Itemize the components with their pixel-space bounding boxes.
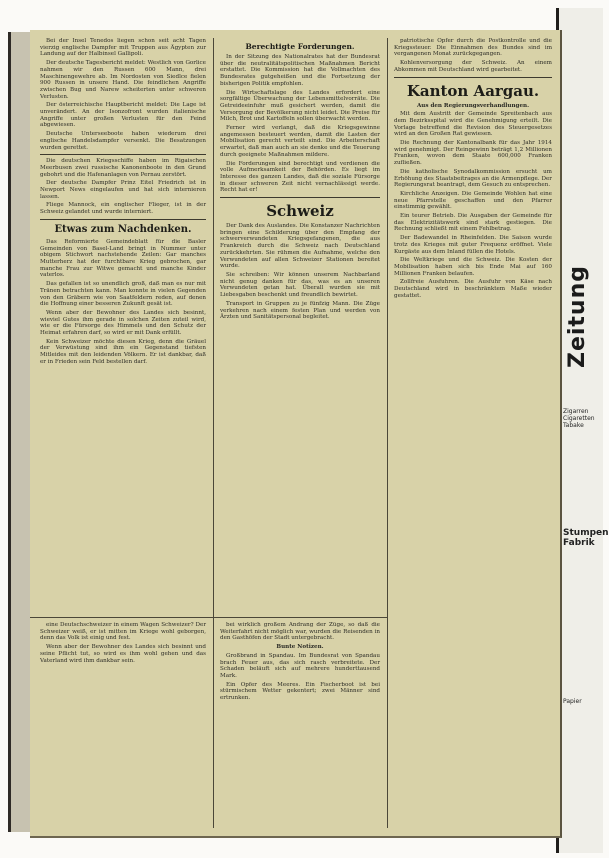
article-paragraph: Kirchliche Anzeigen. Die Gemeinde Wohlen hat eine neue Pfarrstelle geschaffen und den Pfarrer einstimmig gewählt. <box>394 190 552 211</box>
article-paragraph: Ein Opfer des Meeres. Ein Fischerboot ist bei stürmischem Wetter gekentert; zwei Männer sind ertrunken. <box>220 681 380 702</box>
news-paragraph: Der österreichische Hauptbericht meldet: Die Lage ist unverändert. An der Isonzofront wurden italienische Angriffe unter großen Verlusten für den Feind abgewiesen. <box>40 102 206 129</box>
article-paragraph: Transport in Gruppen zu je fünfzig Mann. Die Züge verkehren nach einem festen Plan und werden von Ärzten und Sanitätspersonal begleitet. <box>220 300 380 321</box>
adjacent-page <box>556 8 609 853</box>
news-paragraph: Fliege Mannock, ein englischer Flieger, ist in der Schweiz gelandet und wurde interniert. <box>40 202 206 216</box>
adjacent-page-title: Zeitung <box>565 264 590 368</box>
column-1-lower <box>40 622 206 827</box>
column-rule <box>213 38 214 828</box>
article-heading: Etwas zum Nachdenken. <box>54 223 192 235</box>
article-paragraph: In der Sitzung des Nationalrates hat der Bundesrat über die neutralitätspolitischen Maßnahmen Bericht erstattet. Die Kommission hat die Vollmachten des Bundesrates gutgeheißen und die Fortsetzung der bisherigen Politik empfohlen. <box>220 54 380 87</box>
article-paragraph: Sie schreiben: Wir können unserem Nachbarland nicht genug danken für das, was es an unseren Verwundeten getan hat. Überall wurden sie mit Liebesgaben beschenkt und freundlich bewirtet. <box>220 271 380 299</box>
article-paragraph: Zollfreie Ausfuhren. Die Ausfuhr von Käse nach Deutschland wird in beschränktem Maße wieder gestattet. <box>394 279 552 299</box>
newspaper-page <box>30 30 562 838</box>
article-paragraph: Die Rechnung der Kantonalbank für das Jahr 1914 wird genehmigt. Der Reingewinn beträgt 1,2 Millionen Franken, wovon dem Staate 600,000 Franken zufließen. <box>394 140 552 167</box>
article-paragraph: Das gefallen ist so unendlich groß, daß man es nur mit Tränen betrachten kann. Man konnte in vielen Gegenden von den Gräbern wie von Saatfeldern reden, auf denen die Hoffnung einer besseren Zukunft gesät ist. <box>40 281 206 308</box>
adjacent-page-ad: Stumpen Fabrik <box>563 528 609 548</box>
news-paragraph: Deutsche Unterseeboote haben wiederum drei englische Handelsdampfer versenkt. Die Besatzungen wurden gerettet. <box>40 131 206 151</box>
article-paragraph: Wenn aber der Bewohner des Landes sich besinnt und seine Pflicht tut, so wird es ihm wohl gehen und das Vaterland wird ihm dankbar sein. <box>40 644 206 664</box>
column-2 <box>220 38 380 614</box>
article-paragraph: Die Weltkriege und die Schweiz. Die Kosten der Mobilisation haben sich bis Ende Mai auf 160 Millionen Franken belaufen. <box>394 257 552 277</box>
article-paragraph: Mit dem Austritt der Gemeinde Spreitenbach aus dem Bezirksspital wird die Genehmigung erteilt. Die Vorlage betreffend die Revision des Steuergesetzes wird an den Großen Rat gewiesen. <box>394 111 552 138</box>
adjacent-page-ad: Zigarren Cigaretten Tabake <box>563 408 595 429</box>
article-paragraph: Ferner wird verlangt, daß die Kriegsgewinne angemessen besteuert werden, damit die Lasten der Mobilisation gerecht verteilt sind. Die Arbeiterschaft erwartet, daß man auch an sie denke und die Teuerung durch geeignete Maßnahmen mildere. <box>220 125 380 158</box>
article-paragraph: Der Dank des Auslandes. Die Konstanzer Nachrichten bringen eine Schilderung über den Empfang der schwerverwundeten Kriegsgefangenen, die aus Frankreich durch die Schweiz nach Deutschland zurückkehrten. Sie rühmen die Aufnahme, welche den Verwundeten auf allen Schweizer Stationen bereitet wurde. <box>220 223 380 270</box>
section-rule <box>30 617 387 618</box>
article-paragraph: eine Deutschschweizer in einem Wagen Schweizer? Der Schweizer weiß, er ist mitten im Kriege wohl geborgen, denn das Volk ist einig und fest. <box>40 622 206 642</box>
article-paragraph: Das Reformierte Gemeindeblatt für die Basler Gemeinden von Basel-Land bringt in Nummer unter obigem Stichwort nachstehende Zeilen: Gar manches Mutterherz hat der furchtbare Krieg gebrochen, gar manche Frau zur Witwe gemacht und manche Kinder vaterlos. <box>40 238 206 279</box>
column-1 <box>40 38 206 614</box>
sub-heading: Aus den Regierungsverhandlungen. <box>416 102 530 109</box>
book-spine <box>8 32 31 832</box>
sub-heading: Bunte Notizen. <box>276 644 324 651</box>
column-2-lower <box>220 622 380 827</box>
article-paragraph: Ein teurer Betrieb. Die Ausgaben der Gemeinde für das Elektrizitätswerk sind stark gestiegen. Die Rechnung schließt mit einem Fehlbetrag. <box>394 213 552 233</box>
news-paragraph: Kohlenversorgung der Schweiz. An einem Abkommen mit Deutschland wird gearbeitet. <box>394 60 552 73</box>
news-paragraph: Der deutsche Dampfer Prinz Eitel Friedrich ist in Newport News eingelaufen und hat sich internieren lassen. <box>40 180 206 200</box>
article-paragraph: Der Badewandel in Rheinfelden. Die Saison wurde trotz des Krieges mit guter Frequenz eröffnet. Viele Kurgäste aus dem Inland füllen die Hotels. <box>394 235 552 255</box>
section-heading: Schweiz <box>266 202 334 221</box>
news-paragraph: Bei der Insel Tenedos liegen schon seit acht Tagen vierzig englische Dampfer mit Truppen aus Ägypten zur Landung auf der Halbinsel Gallipoli. <box>40 38 206 58</box>
article-heading: Berechtigte Forderungen. <box>245 42 355 51</box>
column-rule <box>387 38 388 828</box>
article-paragraph: Die Wirtschaftslage des Landes erfordert eine sorgfältige Überwachung der Lebensmittelvorräte. Die Getreideeinfuhr muß gesichert werden, damit die Versorgung der Bevölkerung nicht leidet. Die Preise für Milch, Brot und Kartoffeln sollen überwacht werden. <box>220 89 380 123</box>
news-paragraph: Der deutsche Tagesbericht meldet: Westlich von Gorlice nahmen wir den Russen 600 Mann, drei Maschinengewehre ab. Im Nordosten von Siedlce fielen 900 Russen in unsere Hand. Die feindlichen Angriffe zwischen Bug und Narew scheiterten unter schweren Verlusten. <box>40 60 206 100</box>
news-paragraph: Die deutschen Kriegsschiffe haben im Rigaischen Meerbusen zwei russische Kanonenboote in den Grund gebohrt und die Hafenanlagen von Pernau zerstört. <box>40 158 206 178</box>
adjacent-page-ad: Papier <box>563 698 582 705</box>
article-paragraph: Die Forderungen sind berechtigt und verdienen die volle Aufmerksamkeit der Behörden. Es liegt im Interesse des ganzen Landes, daß die soziale Fürsorge in dieser schweren Zeit nicht vernachlässigt werde. Recht hat er! <box>220 160 380 194</box>
article-paragraph: Kein Schweizer möchte diesen Krieg, denn die Gräuel der Verwüstung sind ihm ein Gegenstand tiefsten Mitleides mit den leidenden Völkern. Er ist dankbar, daß er in Frieden sein Feld bestellen darf. <box>40 338 206 365</box>
article-paragraph: Die katholische Synodalkommission ersucht um Erhöhung des Staatsbeitrages an die Armenpflege. Der Regierungsrat beantragt, dem Gesuch zu entsprechen. <box>394 168 552 189</box>
article-paragraph: Großbrand in Spandau. Im Bundesrat von Spandau brach Feuer aus, das sich rasch verbreitete. Der Schaden beläuft sich auf mehrere hunderttausend Mark. <box>220 652 380 679</box>
column-3 <box>394 38 552 828</box>
news-paragraph: patriotische Opfer durch die Postkontrolle und die Kriegssteuer. Die Einnahmen des Bundes sind im vergangenen Monat zurückgegangen. <box>394 38 552 58</box>
article-paragraph: Wenn aber der Bewohner des Landes sich besinnt, wieviel Gutes ihm gerade in solchen Zeiten zuteil wird, wie er die Fürsorge des Himmels und den Schutz der Heimat erfahren darf, so wird er mit Dank erfüllt. <box>40 309 206 337</box>
article-paragraph: bei wirklich großem Andrang der Züge, so daß die Weiterfahrt nicht möglich war, wurden die Reisenden in den Gasthöfen der Stadt untergebracht. <box>220 622 380 642</box>
section-heading: Kanton Aargau. <box>406 81 540 100</box>
